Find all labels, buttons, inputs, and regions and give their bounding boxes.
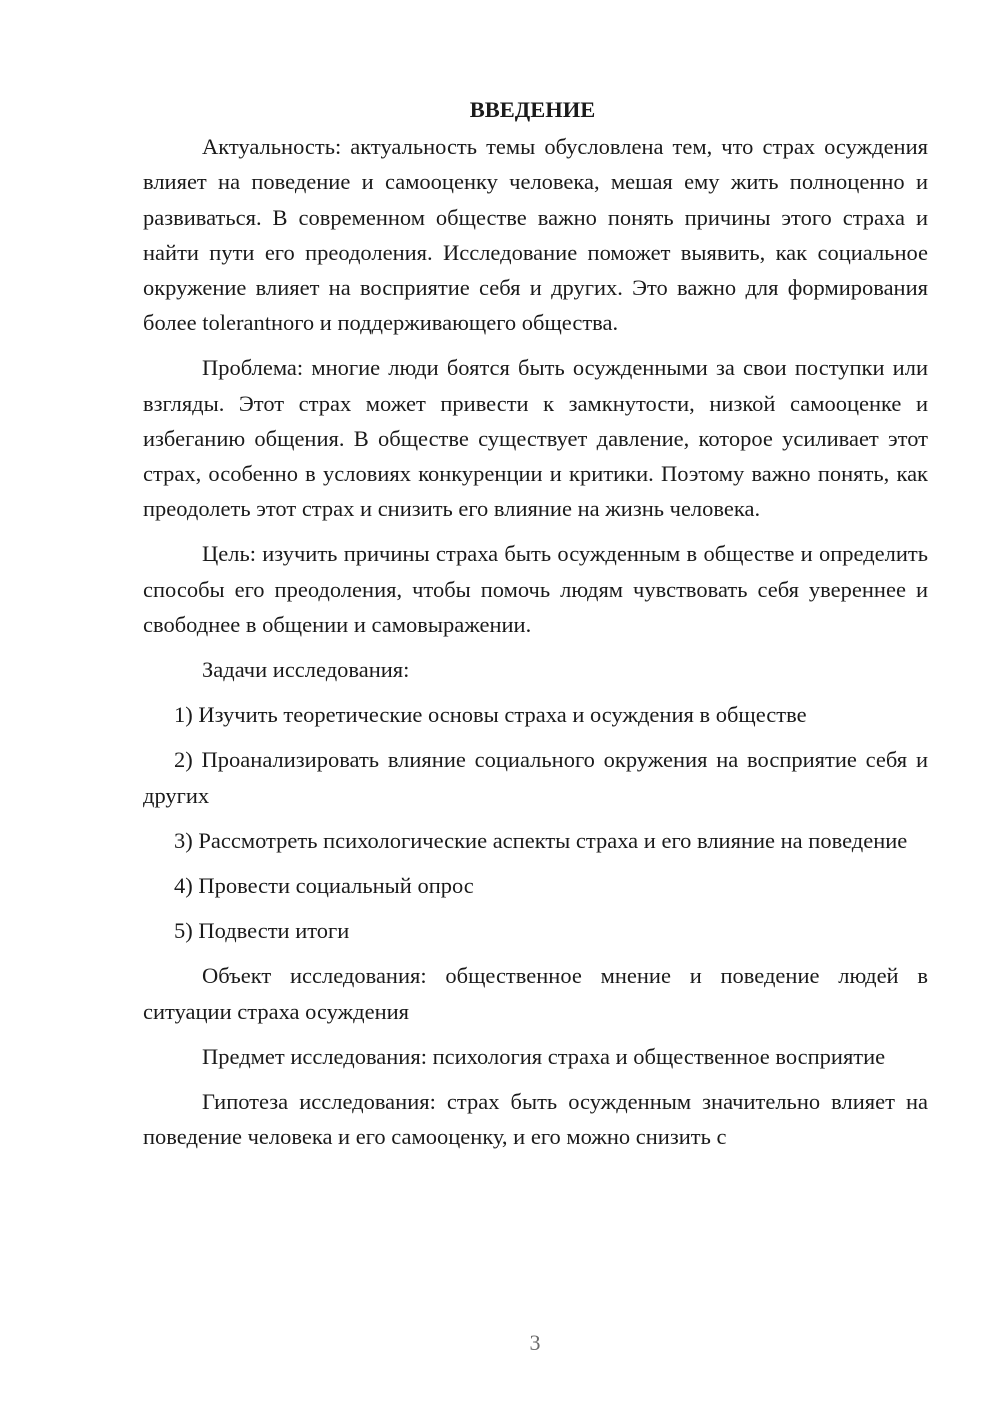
task-item-2: 2) Проанализировать влияние социального окружения на восприятие себя и других [143, 747, 928, 808]
problem-paragraph: Проблема: многие люди боятся быть осужденными за свои поступки или взгляды. Этот страх может привести к замкнутости, низкой самооценке и избеганию общения. В обществе существует давление, которое усиливает этот страх, особенно в условиях конкуренции и критики. Поэтому важно понять, как преодолеть этот страх и снизить его влияние на жизнь человека. [143, 355, 928, 522]
hypothesis-paragraph: Гипотеза исследования: страх быть осужденным значительно влияет на поведение человека и его самооценку, и его можно снизить с [143, 1089, 928, 1150]
task-item-5: 5) Подвести итоги [174, 918, 350, 944]
tasks-heading: Задачи исследования: [202, 657, 410, 683]
section-title: ВВЕДЕНИЕ [469, 97, 596, 122]
page-number: 3 [529, 1330, 541, 1355]
page-content [143, 92, 928, 1164]
goal-paragraph: Цель: изучить причины страха быть осужденным в обществе и определить способы его преодоления, чтобы помочь людям чувствовать себя увереннее и свободнее в общении и самовыражении. [143, 541, 928, 637]
task-item-3: 3) Рассмотреть психологические аспекты страха и его влияние на поведение [174, 827, 908, 853]
task-item-4: 4) Провести социальный опрос [174, 873, 474, 899]
subject-paragraph: Предмет исследования: психология страха и общественное восприятие [202, 1043, 886, 1069]
relevance-paragraph: Актуальность: актуальность темы обусловлена тем, что страх осуждения влияет на поведение и самооценку человека, мешая ему жить полноценно и развиваться. В современном обществе важно понять причины этого страха и найти пути его преодоления. Исследование поможет выявить, как социальное окружение влияет на восприятие себя и других. Это важно для формирования более tolerantного и поддерживающего общества. [143, 134, 928, 336]
task-item-1: 1) Изучить теоретические основы страха и осуждения в обществе [174, 702, 807, 728]
object-paragraph: Объект исследования: общественное мнение и поведение людей в ситуации страха осуждения [143, 963, 928, 1024]
